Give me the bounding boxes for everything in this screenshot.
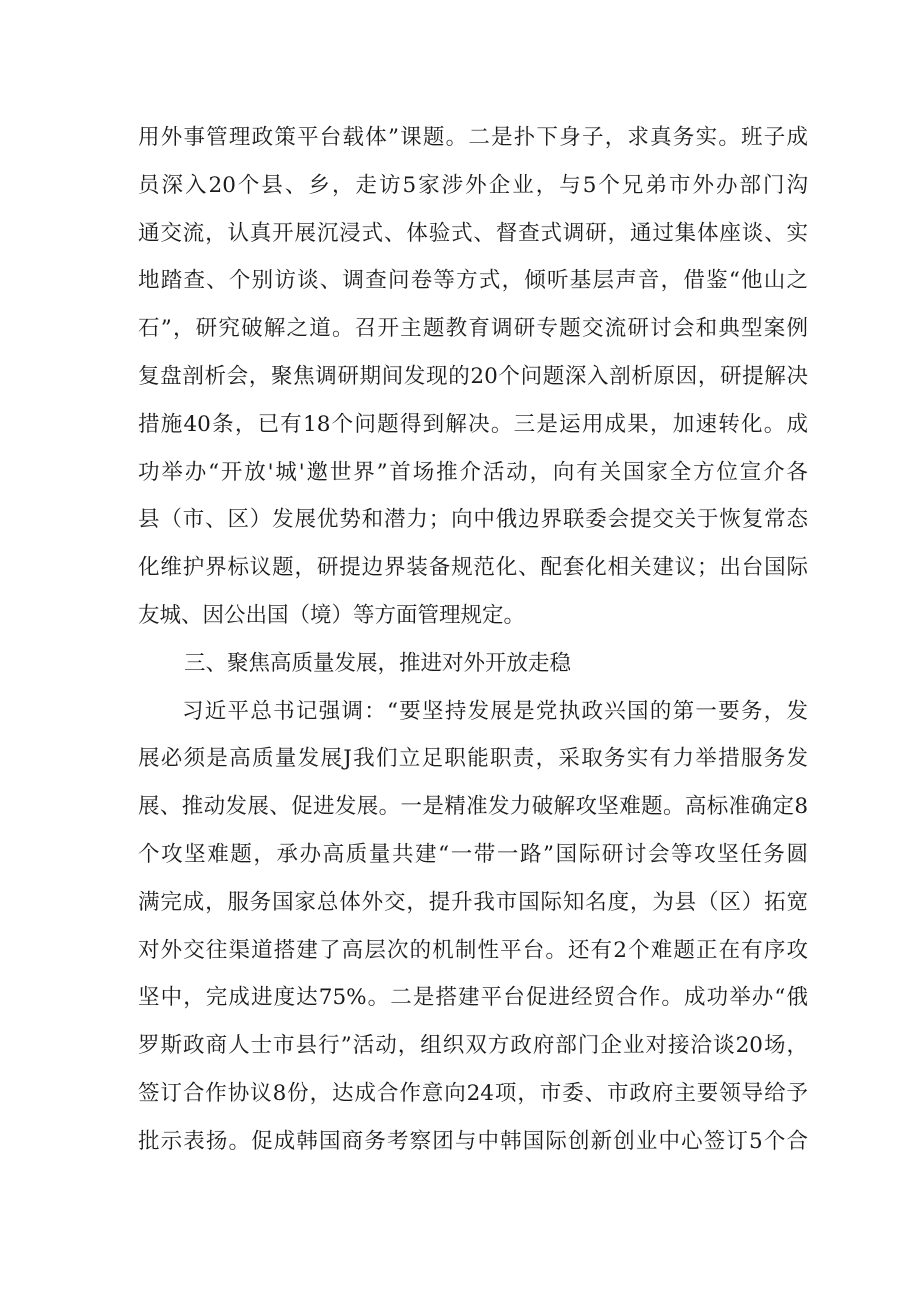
- paragraph-line: 化维护界标议题，研提边界装备规范化、配套化相关建议；出台国际: [138, 555, 808, 581]
- paragraph-line: 习近平总书记强调：“要坚持发展是党执政兴国的第一要务，发: [182, 698, 808, 724]
- paragraph-line: 县（市、区）发展优势和潜力；向中俄边界联委会提交关于恢复常态: [138, 507, 808, 533]
- paragraph-line: 通交流，认真开展沉浸式、体验式、督查式调研，通过集体座谈、实: [138, 220, 808, 246]
- paragraph-line: 满完成，服务国家总体外交，提升我市国际知名度，为县（区）拓宽: [138, 889, 808, 915]
- paragraph-line: 地踏查、个别访谈、调查问卷等方式，倾听基层声音，借鉴“他山之: [138, 268, 808, 294]
- paragraph-line: 措施40条，已有18个问题得到解决。三是运用成果，加速转化。成: [138, 411, 808, 437]
- paragraph-line: 功举办“开放'城'邀世界”首场推介活动，向有关国家全方位宣介各: [138, 459, 808, 485]
- paragraph-line: 友城、因公出国（境）等方面管理规定。: [138, 602, 526, 628]
- paragraph-line: 个攻坚难题，承办高质量共建“一带一路”国际研讨会等攻坚任务圆: [138, 841, 808, 867]
- body-text: [138, 114, 808, 1166]
- paragraph-line: 员深入20个县、乡，走访5家涉外企业，与5个兄弟市外办部门沟: [138, 172, 808, 198]
- paragraph-line: 展、推动发展、促进发展。一是精准发力破解攻坚难题。高标准确定8: [138, 794, 808, 820]
- paragraph-line: 石”，研究破解之道。召开主题教育调研专题交流研讨会和典型案例: [138, 316, 808, 342]
- paragraph-line: 对外交往渠道搭建了高层次的机制性平台。还有2个难题正在有序攻: [138, 937, 808, 963]
- paragraph-line: 签订合作协议8份，达成合作意向24项，市委、市政府主要领导给予: [138, 1080, 808, 1106]
- paragraph-line: 批示表扬。促成韩国商务考察团与中韩国际创新创业中心签订5个合: [138, 1128, 808, 1154]
- paragraph-line: 坚中，完成进度达75%。二是搭建平台促进经贸合作。成功举办“俄: [138, 985, 808, 1011]
- paragraph-line: 罗斯政商人士市县行”活动，组织双方政府部门企业对接洽谈20场，: [138, 1033, 808, 1059]
- paragraph-line: 展必须是高质量发展J我们立足职能职责，采取务实有力举措服务发: [138, 746, 808, 772]
- section-heading: 三、聚焦高质量发展，推进对外开放走稳: [184, 650, 572, 676]
- paragraph-line: 复盘剖析会，聚焦调研期间发现的20个问题深入剖析原因，研提解决: [138, 363, 808, 389]
- paragraph-line: 用外事管理政策平台载体”课题。二是扑下身子，求真务实。班子成: [138, 125, 808, 150]
